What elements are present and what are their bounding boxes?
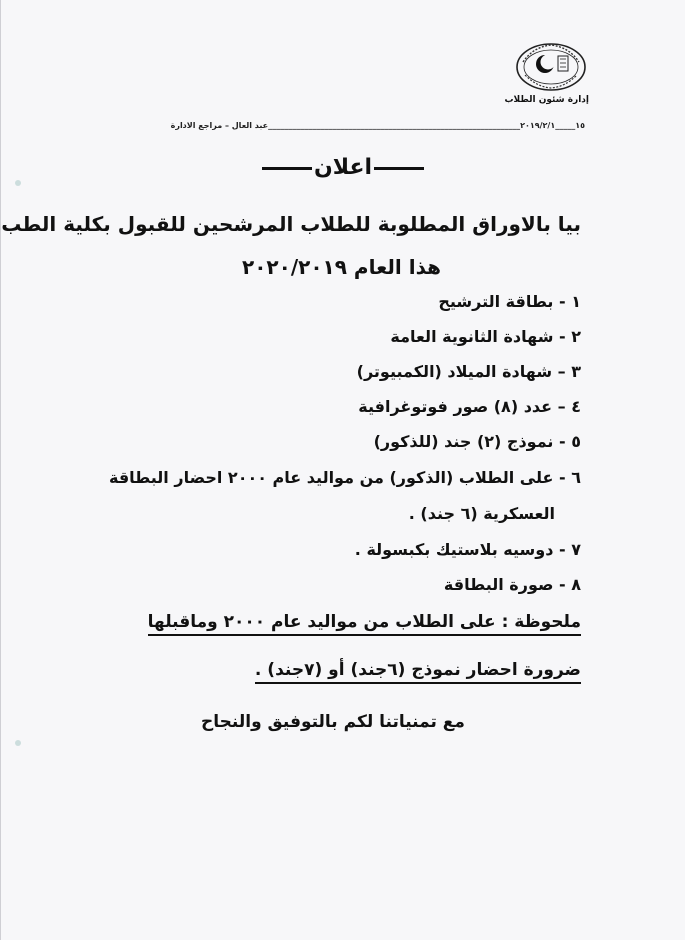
list-item — [111, 397, 581, 416]
list-item — [108, 468, 581, 487]
item-text: بطاقة الترشيح — [438, 292, 554, 311]
list-item — [111, 292, 581, 311]
closing-wishes: مع تمنياتنا لكم بالتوفيق والنجاح — [201, 712, 465, 732]
headline-line-1: بيا بالاوراق المطلوبة للطلاب المرشحين للقبول بكلية الطب — [1, 212, 581, 236]
list-item — [111, 540, 581, 559]
title-word: اعلان — [313, 155, 373, 180]
item-text: عدد (٨) صور فوتوغرافية — [358, 397, 553, 416]
note-line-1 — [111, 612, 581, 632]
list-item-continuation — [85, 504, 555, 523]
item-number: ٤ – — [557, 397, 581, 416]
list-item — [111, 432, 581, 451]
title-underline — [374, 167, 424, 170]
note-text: ضرورة احضار نموذج (٦جند) أو (٧جند) . — [255, 660, 581, 684]
department-name: إدارة شئون الطلاب — [504, 95, 589, 105]
note-text: ملحوظة : على الطلاب من مواليد عام ٢٠٠٠ وماقبلها — [148, 612, 581, 636]
item-number: ٧ - — [559, 540, 581, 559]
list-item — [111, 362, 581, 381]
item-text: دوسيه بلاستيك بكبسولة . — [354, 540, 554, 559]
university-seal-logo — [513, 42, 589, 92]
item-number: ١ - — [559, 292, 581, 311]
item-number: ٦ - — [559, 468, 581, 487]
item-text: نموذج (٢) جند (للذكور) — [373, 432, 554, 451]
headline-line-2: هذا العام ٢٠٢٠/٢٠١٩ — [242, 255, 441, 279]
punch-hole — [15, 740, 21, 746]
list-item — [111, 327, 581, 346]
item-number: ٣ – — [557, 362, 581, 381]
item-number: ٥ - — [559, 432, 581, 451]
item-number: ٨ - — [559, 575, 581, 594]
item-number: ٢ - — [559, 327, 581, 346]
item-text: شهادة الميلاد (الكمبيوتر) — [356, 362, 553, 381]
announcement-title — [1, 155, 685, 180]
item-text: على الطلاب (الذكور) من مواليد عام ٢٠٠٠ احضار البطاقة — [108, 468, 554, 487]
note-line-2 — [111, 660, 581, 680]
reference-line: ١٥_____٢٠١٩/٢/١_______________________________________________________________عبد العال – مراجع الادارة — [170, 121, 585, 130]
item-text: العسكرية (٦ جند) . — [408, 504, 555, 523]
title-underline — [262, 167, 312, 170]
item-text: صورة البطاقة — [443, 575, 554, 594]
punch-hole — [15, 180, 21, 186]
list-item — [111, 575, 581, 594]
item-text: شهادة الثانوية العامة — [390, 327, 554, 346]
